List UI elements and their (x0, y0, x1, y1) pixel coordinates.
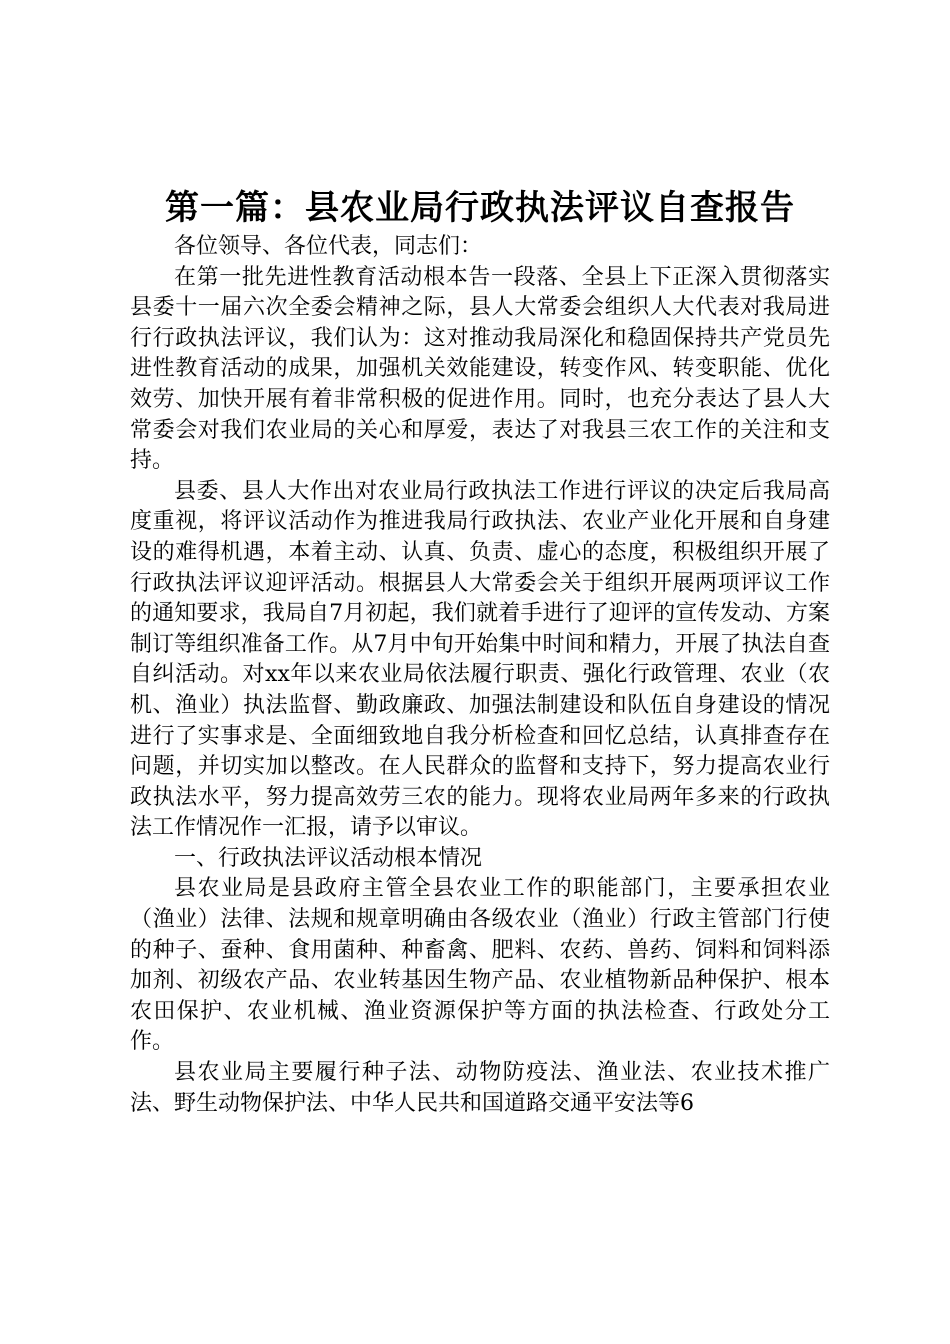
body-paragraph: 县委、县人大作出对农业局行政执法工作进行评议的决定后我局高度重视，将评议活动作为推进我局行政执法、农业产业化开展和自身建设的难得机遇，本着主动、认真、负责、虚心的态度，积极组织开展了行政执法评议迎评活动。根据县人大常委会关于组织开展两项评议工作的通知要求，我局自7月初起，我们就着手进行了迎评的宣传发动、方案制订等组织准备工作。从7月中旬开始集中时间和精力，开展了执法自查自纠活动。对xx年以来农业局依法履行职责、强化行政管理、农业（农机、渔业）执法监督、勤政廉政、加强法制建设和队伍自身建设的情况进行了实事求是、全面细致地自我分析检查和回忆总结，认真排查存在问题，并切实加以整改。在人民群众的监督和支持下，努力提高农业行政执法水平，努力提高效劳三农的能力。现将农业局两年多来的行政执法工作情况作一汇报，请予以审议。 (130, 478, 830, 841)
section-heading: 一、行政执法评议活动根本情况 (174, 845, 483, 871)
document-title: 第一篇：县农业局行政执法评议自查报告 (165, 188, 795, 228)
salutation: 各位领导、各位代表，同志们： (174, 234, 483, 259)
document-body (130, 232, 830, 1119)
body-paragraph: 县农业局主要履行种子法、动物防疫法、渔业法、农业技术推广法、野生动物保护法、中华人民共和国道路交通平安法等6 (130, 1060, 830, 1116)
body-paragraph: 县农业局是县政府主管全县农业工作的职能部门，主要承担农业（渔业）法律、法规和规章明确由各级农业（渔业）行政主管部门行使的种子、蚕种、食用菌种、种畜禽、肥料、农药、兽药、饲料和饲料添加剂、初级农产品、农业转基因生物产品、农业植物新品种保护、根本农田保护、农业机械、渔业资源保护等方面的执法检查、行政处分工作。 (130, 876, 830, 1055)
body-paragraph: 在第一批先进性教育活动根本告一段落、全县上下正深入贯彻落实县委十一届六次全委会精神之际，县人大常委会组织人大代表对我局进行行政执法评议，我们认为：这对推动我局深化和稳固保持共产党员先进性教育活动的成果，加强机关效能建设，转变作风、转变职能、优化效劳、加快开展有着非常积极的促进作用。同时，也充分表达了县人大常委会对我们农业局的关心和厚爱，表达了对我县三农工作的关注和支持。 (130, 264, 830, 474)
